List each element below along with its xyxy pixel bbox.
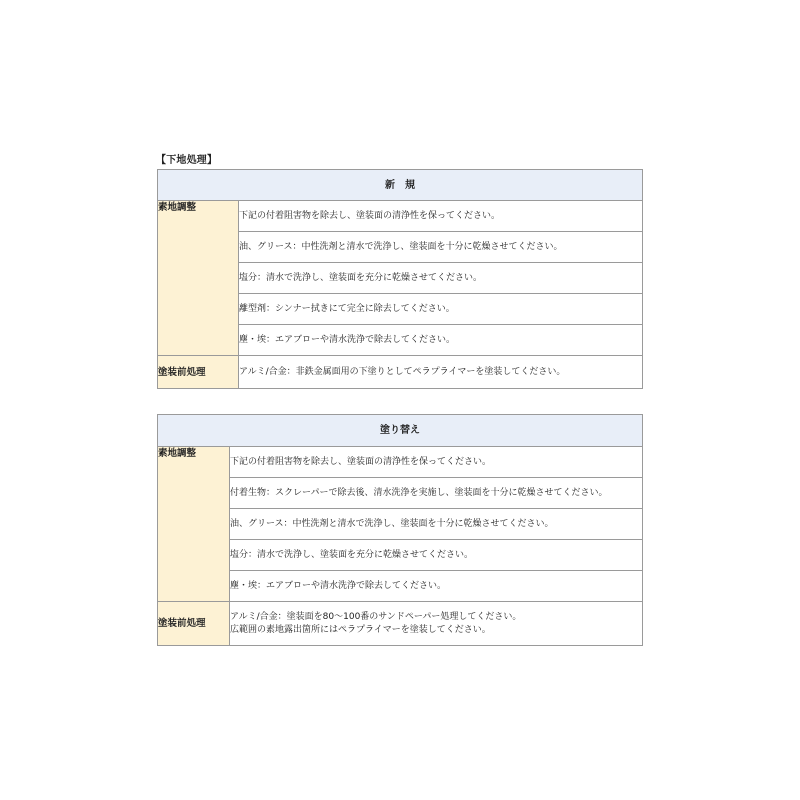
section-title: 【下地処理】	[156, 155, 218, 166]
new-table-row: 離型剤：シンナー拭きにて完全に除去してください。	[239, 294, 643, 325]
new-table-row: 塩分：清水で洗浄し、塗装面を充分に乾燥させてください。	[239, 263, 643, 294]
repaint-table-row: 下記の付着阻害物を除去し、塗装面の清浄性を保ってください。	[230, 447, 643, 478]
repaint-table-label-surface-prep: 素地調整	[158, 447, 230, 602]
repaint-table-label-pretreatment: 塗装前処理	[158, 602, 230, 646]
new-table-label-surface-prep: 素地調整	[158, 201, 239, 356]
repaint-table-row: 塵・埃：エアブローや清水洗浄で除去してください。	[230, 571, 643, 602]
repaint-table-row: 塩分：清水で洗浄し、塗装面を充分に乾燥させてください。	[230, 540, 643, 571]
repaint-table	[157, 414, 643, 646]
repaint-table-row: 油、グリース：中性洗剤と清水で洗浄し、塗装面を十分に乾燥させてください。	[230, 509, 643, 540]
new-table-row: アルミ/合金：非鉄金属面用の下塗りとしてペラプライマーを塗装してください。	[239, 356, 643, 389]
new-table-label-pretreatment: 塗装前処理	[158, 356, 239, 389]
new-table-row: 下記の付着阻害物を除去し、塗装面の清浄性を保ってください。	[239, 201, 643, 232]
new-table	[157, 169, 643, 389]
repaint-table-row-multiline	[230, 602, 643, 646]
new-table-row: 塵・埃：エアブローや清水洗浄で除去してください。	[239, 325, 643, 356]
new-table-header: 新 規	[158, 170, 643, 201]
new-table-row: 油、グリース：中性洗剤と清水で洗浄し、塗装面を十分に乾燥させてください。	[239, 232, 643, 263]
repaint-pretreatment-line: 広範囲の素地露出箇所にはペラプライマーを塗装してください。	[230, 624, 491, 635]
repaint-pretreatment-line: アルミ/合金：塗装面を80〜100番のサンドペーパー処理してください。	[230, 611, 522, 622]
repaint-table-header: 塗り替え	[158, 415, 643, 447]
repaint-table-row: 付着生物：スクレーパーで除去後、清水洗浄を実施し、塗装面を十分に乾燥させてください。	[230, 478, 643, 509]
